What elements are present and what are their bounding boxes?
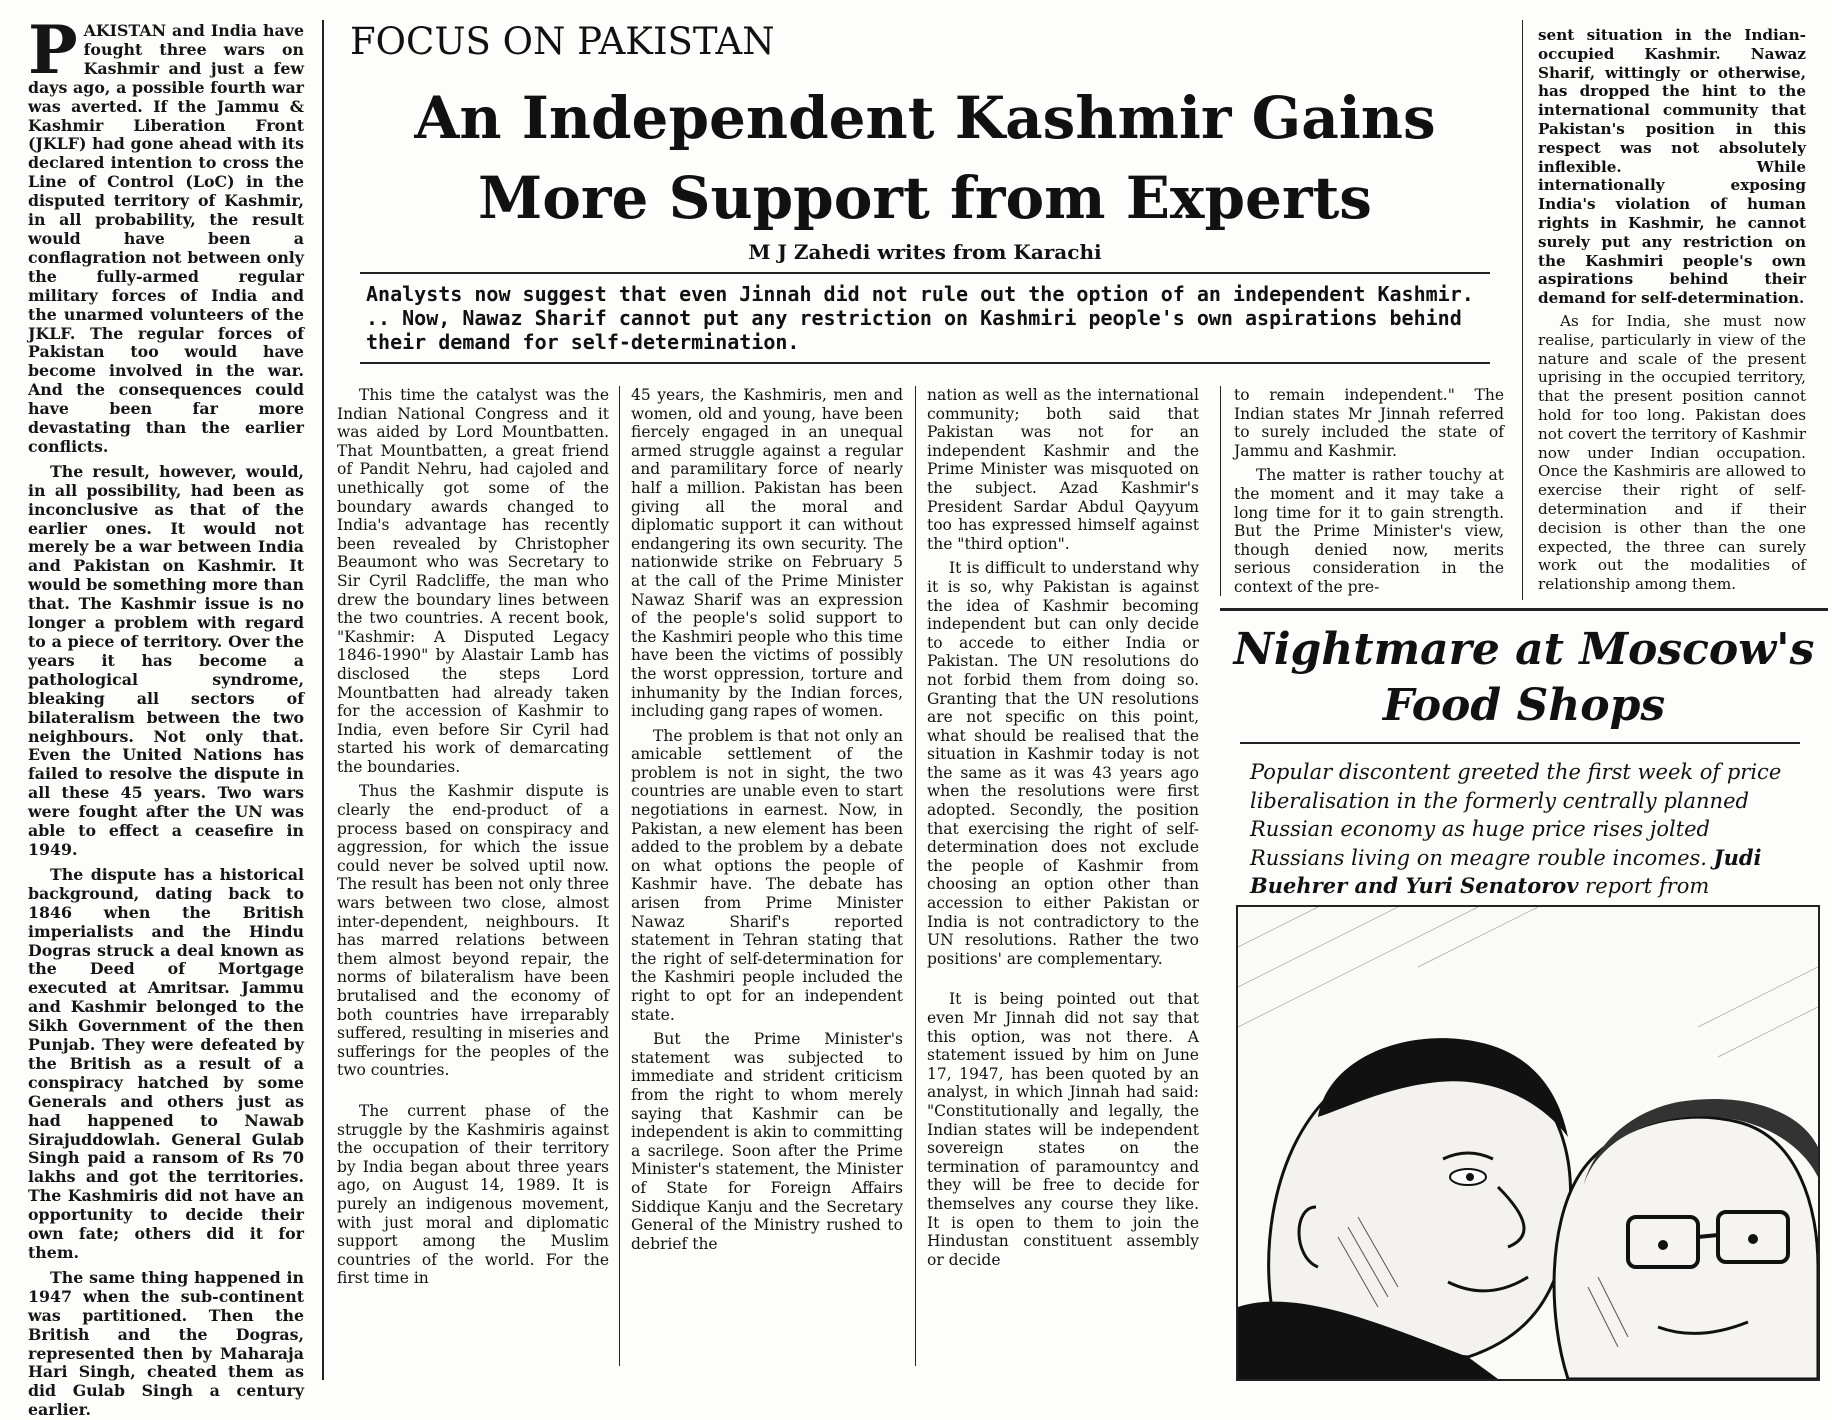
section-kicker: FOCUS ON PAKISTAN bbox=[350, 20, 775, 63]
column-rule bbox=[1220, 386, 1221, 596]
left-column-paragraph: PAKISTAN and India have fought three wars on Kashmir and just a few days ago, a possible fourth war was averted. If the Jammu & Kashmir Liberation Front (JKLF) had gone ahead with its declared intention to cross the Line of Control (LoC) in the disputed territory of Kashmir, in all probability, the result would have been a conflagration not between only the fully-armed regular military forces of India and the unarmed volunteers of the JKLF. The regular forces of Pakistan too would have become involved in the war. And the consequences could have been far more devastating than the earlier conflicts. bbox=[28, 11, 304, 456]
right-column-paragraph: As for India, she must now realise, particularly in view of the nature and scale of the present uprising in the occupied territory, that the present position cannot hold for too long. Pakistan does not covert the territory of Kashmir now under Indian occupation. Once the Kashmiris are allowed to exercise their right of self-determination and if their decision is other than the one expected, the three can surely work out the modalities of relationship among them. bbox=[1538, 311, 1806, 594]
body-paragraph: nation as well as the international community; both said that Pakistan was not for an independent Kashmir and the Prime Minister was misquoted on the subject. Azad Kashmir's President Sardar Abdul Qayyum too has expressed himself against the "third option". bbox=[927, 386, 1199, 553]
body-paragraph: But the Prime Minister's statement was subjected to immediate and strident criticism from the right to whom merely saying that Kashmir can be independent is akin to committing a sacrilege. Soon after the Prime Minister's statement, the Minister of State for Foreign Affairs Siddique Kanju and the Secretary General of the Ministry rushed to debrief the bbox=[631, 1030, 903, 1253]
headline-line-2: More Support from Experts bbox=[478, 164, 1372, 232]
sidebar-deck bbox=[1250, 758, 1798, 929]
standfirst: Analysts now suggest that even Jinnah did not rule out the option of an independent Kashmir. .. Now, Nawaz Sharif cannot put any restriction on Kashmiri people's own aspirations behind their demand for self-determination. bbox=[366, 282, 1474, 354]
standfirst-top-rule bbox=[360, 272, 1490, 274]
drop-cap: P bbox=[28, 11, 78, 89]
column-rule bbox=[1522, 20, 1523, 600]
left-column-paragraph: The dispute has a historical background, dating back to 1846 when the British imperialists and the Hindu Dogras struck a deal known as the Deed of Mortgage executed at Amritsar. Jammu and Kashmir belonged to the Sikh Government of the then Punjab. They were defeated by the British as a result of a conspiracy hatched by some Generals and others just as had happened to Nawab Sirajuddowlah. General Gulab Singh paid a ransom of Rs 70 lakhs and got the territories. The Kashmiris did not have an opportunity to decide their own fate; others did it for them. bbox=[28, 864, 304, 1262]
sidebar-top-rule bbox=[1220, 608, 1828, 611]
standfirst-bottom-rule bbox=[360, 362, 1490, 364]
byline: M J Zahedi writes from Karachi bbox=[748, 240, 1102, 264]
body-paragraph: This time the catalyst was the Indian National Congress and it was aided by Lord Mountbatten. That Mountbatten, a great friend of Pandit Nehru, had cajoled and unethically got some of the boundary awards changed to India's advantage has recently been revealed by Christopher Beaumont who was Secretary to Sir Cyril Radcliffe, the man who drew the boundary lines between the two countries. A recent book, "Kashmir: A Disputed Legacy 1846-1990" by Alastair Lamb has disclosed the steps Lord Mountbatten had already taken for the accession of Kashmir to India, even before Sir Cyril had started his work of demarcating the boundaries. bbox=[337, 386, 609, 776]
column-rule bbox=[915, 386, 916, 1366]
sidebar-authors: Judi Buehrer and Yuri Senatorov bbox=[1250, 844, 1762, 898]
sidebar-headline-line-2: Food Shops bbox=[1382, 680, 1666, 731]
body-paragraph: It is difficult to understand why it is so, why Pakistan is against the idea of Kashmir becoming independent but can only decide to accede to either India or Pakistan. The UN resolutions do not forbid them from doing so. Granting that the UN resolutions are not specific on this point, what should be realised that the situation in Kashmir today is not the same as it was 43 years ago when the resolutions were first adopted. Secondly, the position that exercising the right of self-determination does not exclude the people of Kashmir from choosing an option other than accession to either Pakistan or India is not contradictory to the UN resolutions. Rather the two positions' are complementary. bbox=[927, 559, 1199, 968]
sidebar-deck-text: Popular discontent greeted the first week of price liberalisation in the formerly centrally planned Russian economy as huge price rises jolted Russians living on meagre rouble incomes. bbox=[1250, 760, 1782, 870]
body-paragraph: to remain independent." The Indian states Mr Jinnah referred to surely included the state of Jammu and Kashmir. bbox=[1234, 386, 1504, 460]
body-paragraph: The matter is rather touchy at the moment and it may take a long time for it to gain strength. But the Prime Minister's view, though denied now, merits serious consideration in the context of the pre- bbox=[1234, 466, 1504, 596]
body-column-3 bbox=[927, 386, 1199, 1269]
column-rule bbox=[322, 20, 324, 1380]
caricature-drawing bbox=[1238, 907, 1818, 1379]
right-column bbox=[1538, 26, 1806, 594]
body-column-4 bbox=[1234, 386, 1504, 597]
right-column-paragraph: sent situation in the Indian-occupied Kashmir. Nawaz Sharif, wittingly or otherwise, has dropped the hint to the international community that Pakistan's position in this respect was not absolutely inflexible. While internationally exposing India's violation of human rights in Kashmir, he cannot surely put any restriction on the Kashmiri people's own aspirations behind their demand for self-determination. bbox=[1538, 26, 1806, 308]
column-rule bbox=[619, 386, 620, 1366]
body-paragraph: Thus the Kashmir dispute is clearly the end-product of a process based on conspiracy and aggression, for which the issue could never be solved uptil now. The result has been not only three wars between two close, almost inter-dependent, neighbours. It has marred relations between them almost beyond repair, the norms of bilateralism have been brutalised and the economy of both countries have irreparably suffered, resulting in miseries and sufferings for the peoples of the two countries. bbox=[337, 782, 609, 1080]
body-paragraph: It is being pointed out that even Mr Jinnah did not say that this option, was not there. A statement issued by him on June 17, 1947, has been quoted by an analyst, in which Jinnah had said: "Constitutionally and legally, the Indian states will be independent sovereign states on the termination of paramountcy and they will be free to decide for themselves any course they like. It is open to them to join the Hindustan constituent assembly or decide bbox=[927, 990, 1199, 1269]
body-paragraph: 45 years, the Kashmiris, men and women, old and young, have been fiercely engaged in an unequal armed struggle against a regular and paramilitary force of nearly half a million. Pakistan has been giving all the moral and diplomatic support it can without endangering its own security. The nationwide strike on February 5 at the call of the Prime Minister Nawaz Sharif was an expression of the people's solid support to the Kashmiri people who this time have been the victims of possibly the worst oppression, torture and inhumanity by the Indian forces, including gang rapes of women. bbox=[631, 386, 903, 721]
body-column-2 bbox=[631, 386, 903, 1253]
left-column-paragraph: The same thing happened in 1947 when the sub-continent was partitioned. Then the British and the Dogras, represented then by Maharaja Hari Singh, cheated them as did Gulab Singh a century earlier. bbox=[28, 1267, 304, 1420]
body-paragraph: The current phase of the struggle by the Kashmiris against the occupation of their territory by India began about three years ago, on August 14, 1989. It is purely an indigenous movement, with just moral and diplomatic support among the Muslim countries of the world. For the first time in bbox=[337, 1101, 609, 1288]
sidebar-headline bbox=[1220, 622, 1828, 734]
article-headline bbox=[340, 78, 1510, 238]
sidebar-headline-line-1: Nightmare at Moscow's bbox=[1233, 624, 1815, 675]
sidebar-deck-rule bbox=[1240, 742, 1800, 744]
left-column-paragraph: The result, however, would, in all possibility, had been as inconclusive as that of the earlier ones. It would not merely be a war between India and Pakistan on Kashmir. It would be something more than that. The Kashmir issue is no longer a problem with regard to a piece of territory. Over the years it has become a pathological syndrome, bleaking all sectors of bilateralism between the two neighbours. Not only that. Even the United Nations has failed to resolve the dispute in all these 45 years. Two wars were fought after the UN was able to effect a ceasefire in 1949. bbox=[28, 461, 304, 859]
caricature-illustration bbox=[1236, 905, 1820, 1381]
left-column bbox=[28, 11, 304, 1420]
sidebar-deck-tail: report from bbox=[1585, 874, 1710, 898]
body-column-1 bbox=[337, 386, 609, 1288]
headline-line-1: An Independent Kashmir Gains bbox=[414, 84, 1436, 152]
body-paragraph: The problem is that not only an amicable settlement of the problem is not in sight, the two countries are unable even to start negotiations in earnest. Now, in Pakistan, a new element has been added to the problem by a debate on what options the people of Kashmir have. The debate has arisen from Prime Minister Nawaz Sharif's reported statement in Tehran stating that the right of self-determination for the Kashmiri people included the right to opt for an independent state. bbox=[631, 726, 903, 1024]
